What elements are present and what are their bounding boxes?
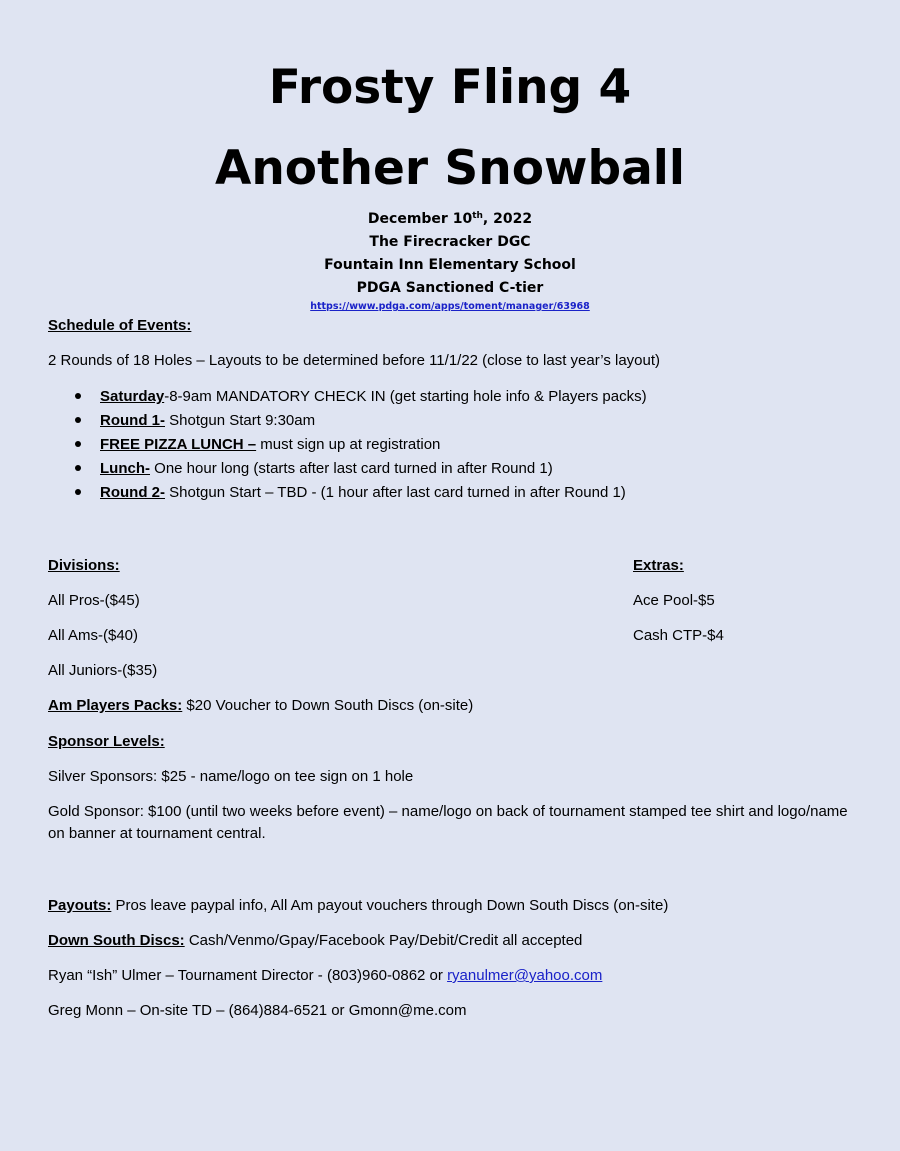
title-line-2: Another Snowball bbox=[214, 141, 686, 196]
list-item: Round 2- Shotgun Start – TBD - (1 hour after last card turned in after Round 1) bbox=[75, 485, 647, 509]
bullet-icon bbox=[75, 489, 81, 495]
extras-heading: Extras: bbox=[633, 557, 684, 574]
event-date: December 10th, 2022 bbox=[367, 211, 533, 227]
tier-label: PDGA Sanctioned C-tier bbox=[356, 280, 544, 296]
bullet-icon bbox=[75, 393, 81, 399]
course-name: The Firecracker DGC bbox=[369, 234, 531, 250]
silver-sponsor: Silver Sponsors: $25 - name/logo on tee sign on 1 hole bbox=[48, 768, 414, 785]
list-item: Saturday-8-9am MANDATORY CHECK IN (get starting hole info & Players packs) bbox=[75, 389, 647, 413]
td-email-link[interactable]: ryanulmer@yahoo.com bbox=[447, 967, 603, 984]
onsite-contact: Greg Monn – On-site TD – (864)884-6521 or Gmonn@me.com bbox=[48, 1002, 467, 1019]
list-item: Round 1- Shotgun Start 9:30am bbox=[75, 413, 647, 437]
bullet-icon bbox=[75, 465, 81, 471]
list-item: FREE PIZZA LUNCH – must sign up at registration bbox=[75, 437, 647, 461]
down-south-line: Down South Discs: Cash/Venmo/Gpay/Facebook Pay/Debit/Credit all accepted bbox=[48, 932, 583, 949]
extra-cash-ctp: Cash CTP-$4 bbox=[633, 627, 724, 644]
division-pros: All Pros-($45) bbox=[48, 592, 140, 609]
list-item: Lunch- One hour long (starts after last card turned in after Round 1) bbox=[75, 461, 647, 485]
bullet-icon bbox=[75, 417, 81, 423]
pdga-link[interactable]: https://www.pdga.com/apps/toment/manager/63968 bbox=[310, 301, 590, 312]
title-line-1: Frosty Fling 4 bbox=[268, 60, 632, 115]
gold-sponsor: Gold Sponsor: $100 (until two weeks before event) – name/logo on back of tournament stamped tee shirt and logo/name on banner at tournament central. bbox=[48, 803, 848, 842]
sponsor-heading: Sponsor Levels: bbox=[48, 733, 165, 750]
division-juniors: All Juniors-($35) bbox=[48, 662, 158, 679]
divisions-heading: Divisions: bbox=[48, 557, 120, 574]
schedule-list bbox=[75, 389, 647, 509]
am-players-packs: Am Players Packs: $20 Voucher to Down South Discs (on-site) bbox=[48, 697, 474, 714]
payouts-line: Payouts: Pros leave paypal info, All Am payout vouchers through Down South Discs (on-site) bbox=[48, 897, 669, 914]
schedule-heading: Schedule of Events: bbox=[48, 317, 192, 334]
td-contact: Ryan “Ish” Ulmer – Tournament Director - (803)960-0862 or ryanulmer@yahoo.com bbox=[48, 967, 603, 984]
venue-name: Fountain Inn Elementary School bbox=[324, 257, 576, 273]
schedule-intro: 2 Rounds of 18 Holes – Layouts to be determined before 11/1/22 (close to last year’s layout) bbox=[48, 352, 661, 369]
bullet-icon bbox=[75, 441, 81, 447]
division-ams: All Ams-($40) bbox=[48, 627, 139, 644]
extra-ace-pool: Ace Pool-$5 bbox=[633, 592, 715, 609]
